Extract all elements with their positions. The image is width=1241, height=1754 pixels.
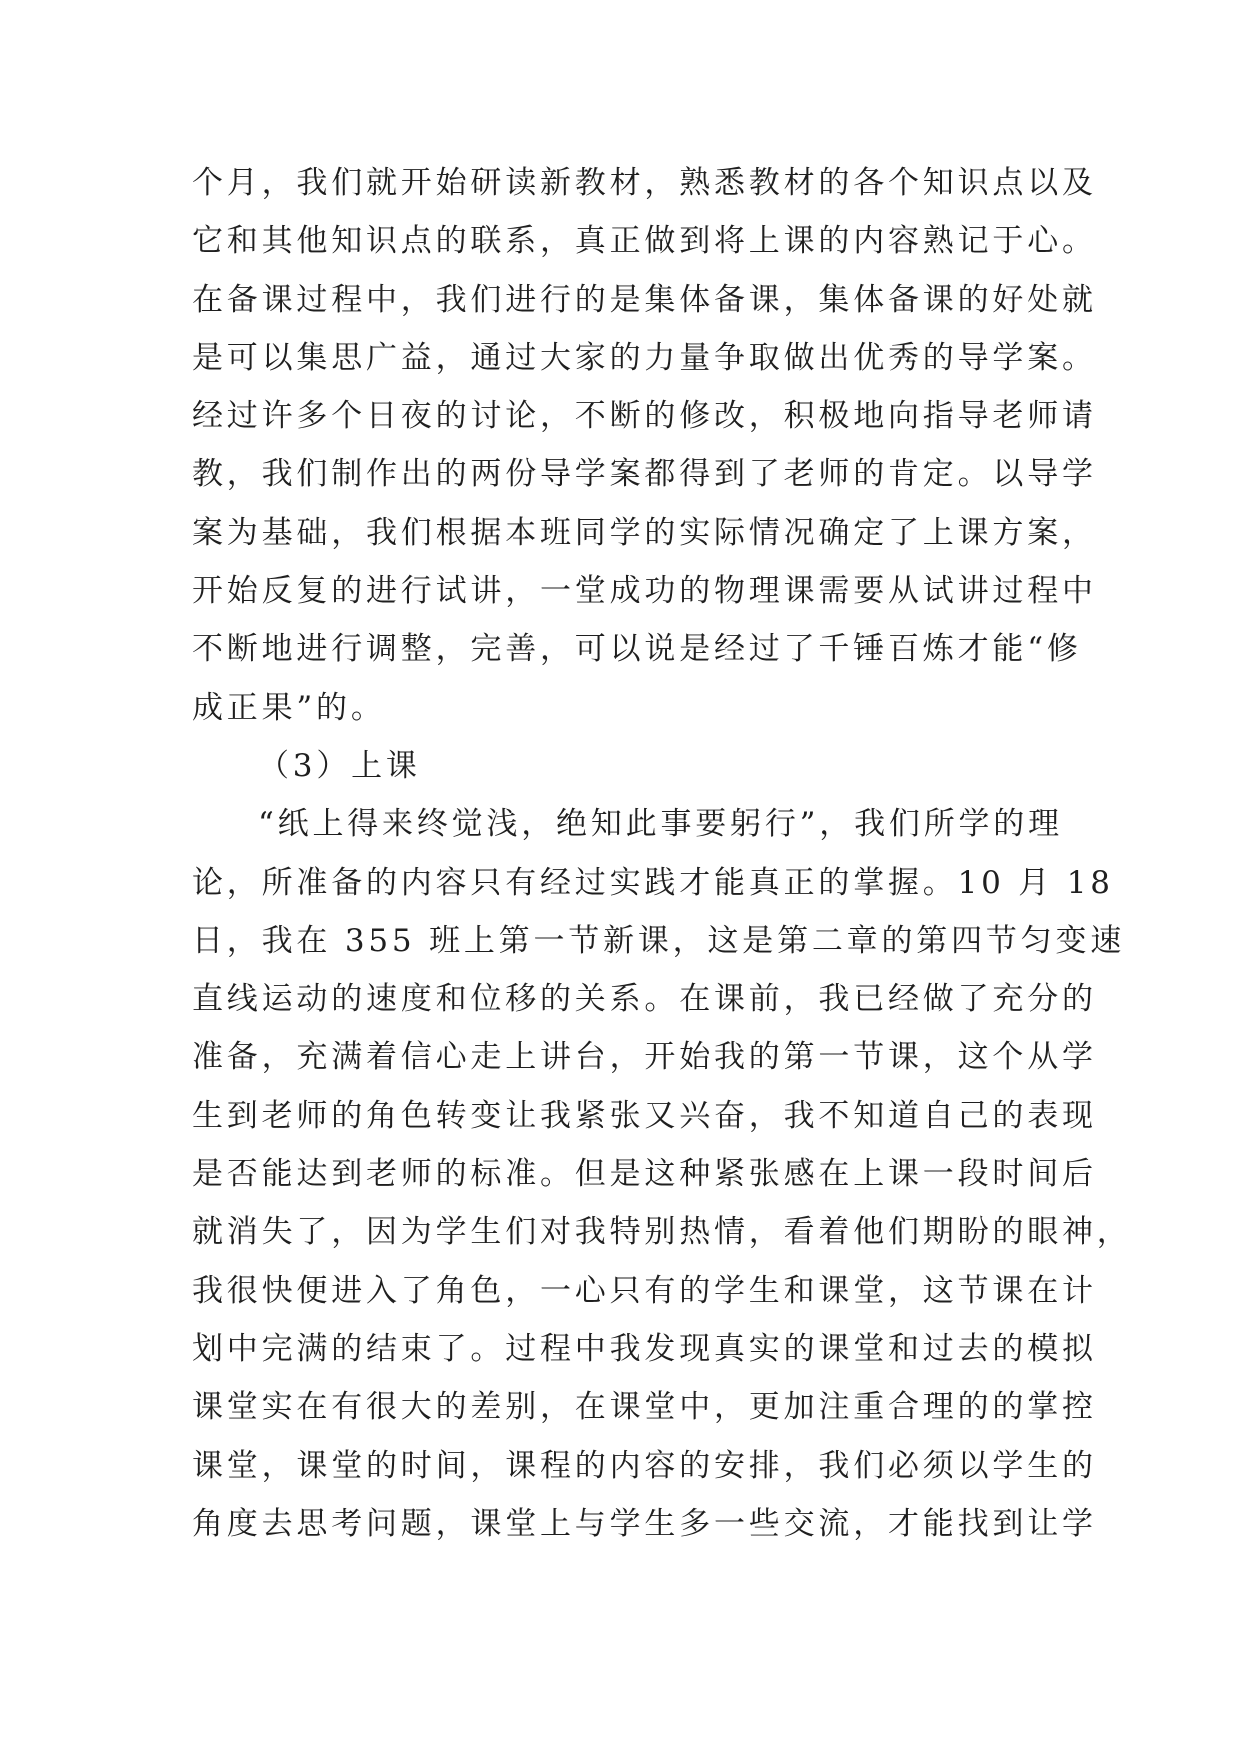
text-line: 是可以集思广益，通过大家的力量争取做出优秀的导学案。	[192, 339, 1097, 376]
text-line: 课堂实在有很大的差别，在课堂中，更加注重合理的的掌控	[192, 1389, 1097, 1426]
text-line: 课堂，课堂的时间，课程的内容的安排，我们必须以学生的	[192, 1447, 1097, 1484]
text-line: 它和其他知识点的联系，真正做到将上课的内容熟记于心。	[192, 223, 1097, 260]
text-line: 在备课过程中，我们进行的是集体备课，集体备课的好处就	[192, 281, 1097, 318]
text-line: 日，我在 355 班上第一节新课，这是第二章的第四节匀变速	[192, 922, 1126, 959]
text-line: 直线运动的速度和位移的关系。在课前，我已经做了充分的	[192, 981, 1097, 1018]
body-text	[192, 154, 1132, 1553]
text-line: 案为基础，我们根据本班同学的实际情况确定了上课方案，	[192, 514, 1097, 551]
text-line: 不断地进行调整，完善，可以说是经过了千锤百炼才能“修	[192, 631, 1082, 668]
text-line: 成正果”的。	[192, 689, 386, 726]
section-heading: （3）上课	[258, 747, 421, 784]
text-line: 准备，充满着信心走上讲台，开始我的第一节课，这个从学	[192, 1039, 1097, 1076]
text-line: 是否能达到老师的标准。但是这种紧张感在上课一段时间后	[192, 1156, 1097, 1193]
text-line: 划中完满的结束了。过程中我发现真实的课堂和过去的模拟	[192, 1330, 1097, 1367]
text-line: “纸上得来终觉浅，绝知此事要躬行”，我们所学的理	[258, 806, 1063, 843]
text-line: 个月，我们就开始研读新教材，熟悉教材的各个知识点以及	[192, 165, 1097, 201]
text-line: 就消失了，因为学生们对我特别热情，看着他们期盼的眼神，	[192, 1214, 1132, 1251]
text-line: 经过许多个日夜的讨论，不断的修改，积极地向指导老师请	[192, 398, 1097, 435]
paragraph-2	[192, 795, 1132, 1553]
text-line: 论，所准备的内容只有经过实践才能真正的掌握。10 月 18	[192, 864, 1114, 901]
text-line: 我很快便进入了角色，一心只有的学生和课堂，这节课在计	[192, 1272, 1097, 1309]
text-line: 生到老师的角色转变让我紧张又兴奋，我不知道自己的表现	[192, 1097, 1097, 1134]
text-line: 教，我们制作出的两份导学案都得到了老师的肯定。以导学	[192, 456, 1097, 493]
text-line: 开始反复的进行试讲，一堂成功的物理课需要从试讲过程中	[192, 573, 1097, 610]
text-line: 角度去思考问题，课堂上与学生多一些交流，才能找到让学	[192, 1505, 1097, 1542]
paragraph-1	[192, 154, 1097, 737]
